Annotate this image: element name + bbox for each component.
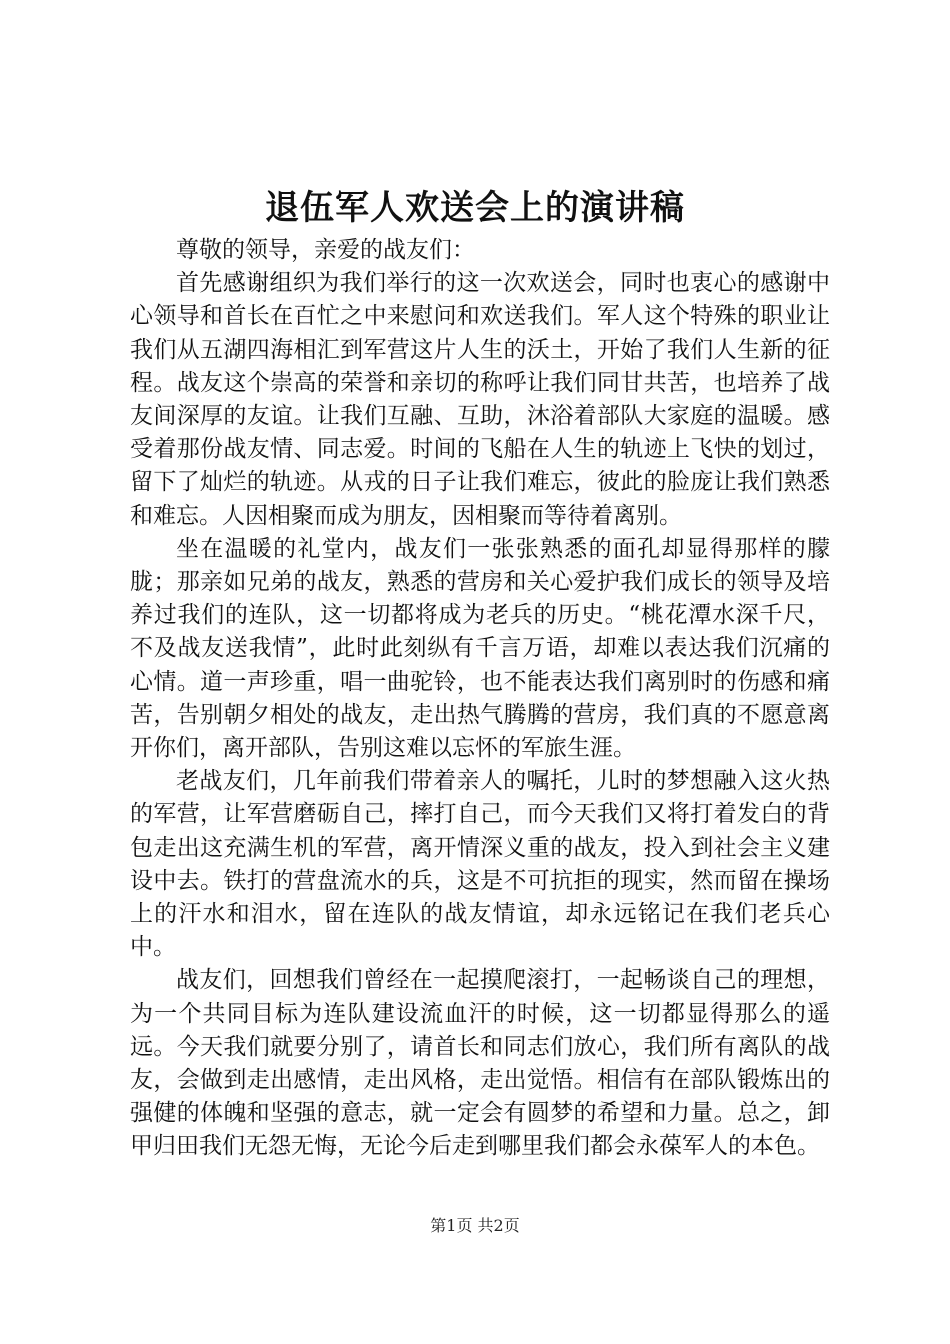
paragraph-4: 战友们，回想我们曾经在一起摸爬滚打，一起畅谈自己的理想，为一个共同目标为连队建设流血汗的时候，这一切都显得那么的遥远。今天我们就要分别了，请首长和同志们放心，我们所有离队的战友，会做到走出感情，走出风格，走出觉悟。相信有在部队锻炼出的强健的体魄和坚强的意志，就一定会有圆梦的希望和力量。总之，卸甲归田我们无怨无悔，无论今后走到哪里我们都会永葆军人的本色。 — [130, 967, 830, 1160]
paragraph-3: 老战友们，几年前我们带着亲人的嘱托，儿时的梦想融入这火热的军营，让军营磨砺自己，摔打自己，而今天我们又将打着发白的背包走出这充满生机的军营，离开情深义重的战友，投入到社会主义建设中去。铁打的营盘流水的兵，这是不可抗拒的现实，然而留在操场上的汗水和泪水，留在连队的战友情谊，却永远铭记在我们老兵心中。 — [130, 768, 830, 961]
paragraph-1: 首先感谢组织为我们举行的这一次欢送会，同时也衷心的感谢中心领导和首长在百忙之中来慰问和欢送我们。军人这个特殊的职业让我们从五湖四海相汇到军营这片人生的沃土，开始了我们人生新的征程。战友这个崇高的荣誉和亲切的称呼让我们同甘共苦，也培养了战友间深厚的友谊。让我们互融、互助，沐浴着部队大家庭的温暖。感受着那份战友情、同志爱。时间的飞船在人生的轨迹上飞快的划过，留下了灿烂的轨迹。从戎的日子让我们难忘，彼此的脸庞让我们熟悉和难忘。人因相聚而成为朋友，因相聚而等待着离别。 — [130, 270, 830, 529]
document-title: 退伍军人欢送会上的演讲稿 — [265, 188, 685, 228]
document-body — [130, 234, 830, 1164]
salutation: 尊敬的领导，亲爱的战友们： — [176, 237, 475, 263]
paragraph-2: 坐在温暖的礼堂内，战友们一张张熟悉的面孔却显得那样的朦胧；那亲如兄弟的战友，熟悉的营房和关心爱护我们成长的领导及培养过我们的连队，这一切都将成为老兵的历史。“桃花潭水深千尺，不及战友送我情”，此时此刻纵有千言万语，却难以表达我们沉痛的心情。道一声珍重，唱一曲驼铃，也不能表达我们离别时的伤感和痛苦，告别朝夕相处的战友，走出热气腾腾的营房，我们真的不愿意离开你们，离开部队，告别这难以忘怀的军旅生涯。 — [130, 535, 830, 762]
page-number-footer: 第1页 共2页 — [430, 1216, 520, 1235]
